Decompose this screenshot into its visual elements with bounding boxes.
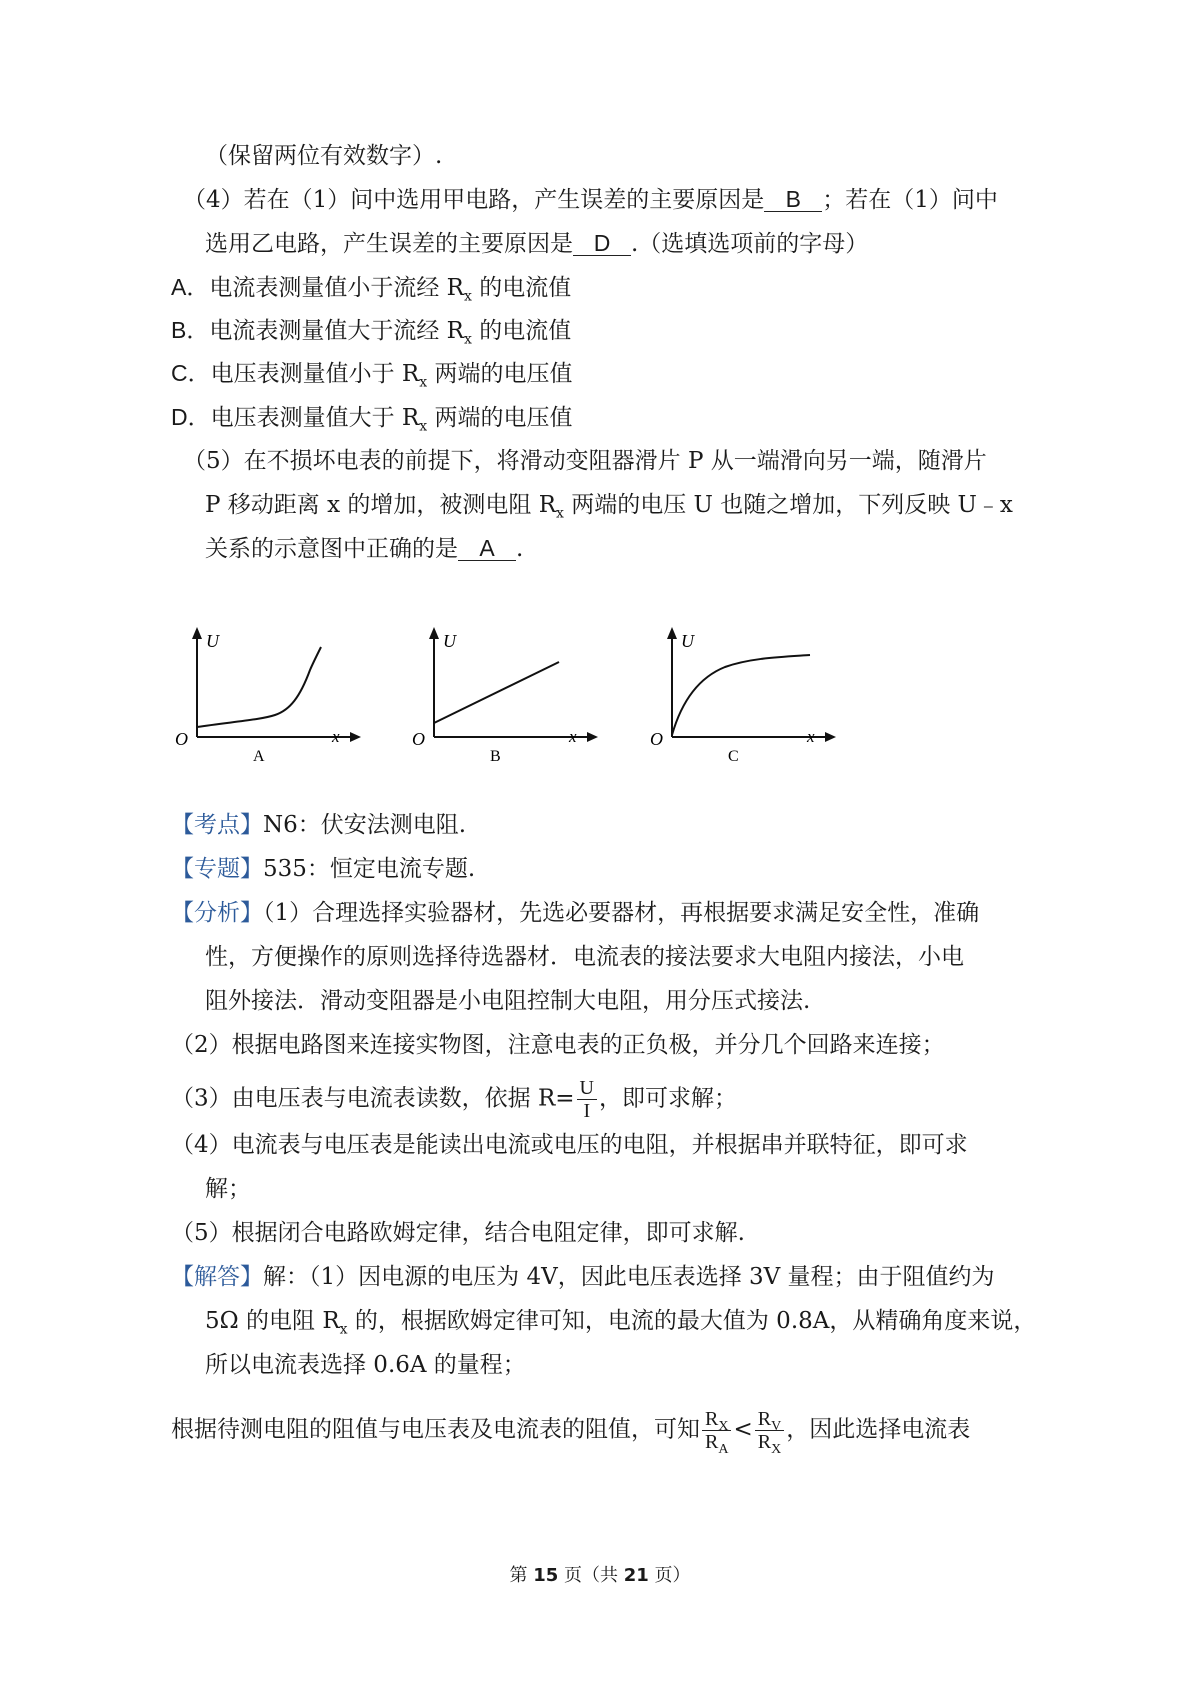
y-label: U (681, 631, 694, 651)
intro-line: （保留两位有效数字）. (205, 143, 443, 169)
q5-line-1: （5）在不损坏电表的前提下，将滑动变阻器滑片 P 从一端滑向另一端，随滑片 (183, 448, 987, 474)
q4-answer-1: B (764, 187, 822, 212)
page-number: 15 (533, 1565, 559, 1586)
zhuanti-line: 【专题】535：恒定电流专题. (171, 856, 476, 882)
graph-caption: A (253, 748, 265, 765)
curve-c (672, 655, 810, 735)
jieda-line-4: 根据待测电阻的阻值与电压表及电流表的阻值，可知 $\frac{R_X}{R_A}$ < $\frac{R_V}{R_X}$ ，因此选择电流表 (171, 1408, 971, 1457)
y-axis-arrow-icon (667, 627, 677, 639)
x-axis-arrow-icon (587, 732, 598, 742)
analysis-point-4-line-1: （4）电流表与电压表是能读出电流或电压的电阻，并根据串并联特征，即可求 (171, 1132, 968, 1158)
x-label: x (807, 727, 815, 746)
jieda-tag: 【解答】 (171, 1264, 263, 1290)
fenxi-tag: 【分析】 (171, 900, 263, 926)
q4-answer-2: D (573, 231, 631, 256)
analysis-point-4-line-2: 解； (205, 1176, 251, 1202)
q4-line-2: 选用乙电路，产生误差的主要原因是 D .（选填选项前的字母） (205, 230, 869, 257)
graph-b (412, 625, 612, 785)
curve-b (434, 662, 559, 723)
q5-line-2: P 移动距离 x 的增加，被测电阻 $R_x$ 两端的电压 U 也随之增加，下列反映 U﹣x (205, 492, 1013, 522)
jieda-line-2: 5Ω 的电阻 $R_x$ 的，根据欧姆定律可知，电流的最大值为 0.8A，从精确角度来说， (205, 1308, 1037, 1338)
zhuanti-tag: 【专题】 (171, 856, 263, 882)
x-axis-arrow-icon (825, 732, 836, 742)
fenxi-line-3: 阻外接法．滑动变阻器是小电阻控制大电阻，用分压式接法. (205, 988, 811, 1014)
fraction-rv-over-rx: $\frac{R_V}{R_X}$ (755, 1408, 784, 1453)
page-total: 21 (623, 1565, 649, 1586)
y-label: U (206, 631, 219, 651)
kaodian-line: 【考点】N6：伏安法测电阻. (171, 812, 467, 838)
jieda-line-3: 所以电流表选择 0.6A 的量程； (205, 1352, 526, 1378)
graph-c (650, 625, 850, 785)
graph-caption: C (728, 748, 739, 765)
x-label: x (332, 727, 340, 746)
analysis-point-2: （2）根据电路图来连接实物图，注意电表的正负极，并分几个回路来连接； (171, 1032, 945, 1058)
fraction-rx-over-ra: $\frac{R_X}{R_A}$ (702, 1408, 731, 1453)
origin-label: O (412, 729, 425, 749)
fenxi-line-1: 【分析】（1）合理选择实验器材，先选必要器材，再根据要求满足安全性，准确 (171, 900, 980, 926)
origin-label: O (175, 729, 188, 749)
analysis-point-3: （3）由电压表与电流表读数，依据 R= $\frac{U}{I}$ ，即可求解； (171, 1077, 737, 1122)
x-axis-arrow-icon (350, 732, 361, 742)
y-axis-arrow-icon (429, 627, 439, 639)
graph-caption: B (490, 748, 501, 765)
q5-answer: A (458, 536, 516, 561)
kaodian-tag: 【考点】 (171, 812, 263, 838)
y-label: U (443, 631, 456, 651)
origin-label: O (650, 729, 663, 749)
fenxi-line-2: 性，方便操作的原则选择待选器材．电流表的接法要求大电阻内接法，小电 (205, 944, 964, 970)
jieda-line-1: 【解答】解：（1）因电源的电压为 4V，因此电压表选择 3V 量程；由于阻值约为 (171, 1264, 995, 1290)
option-c: C．电压表测量值小于 $R_x$ 两端的电压值 (171, 360, 573, 391)
graph-a (175, 625, 375, 785)
option-d: D．电压表测量值大于 $R_x$ 两端的电压值 (171, 404, 573, 435)
less-than-sign: < (733, 1416, 753, 1443)
option-b: B．电流表测量值大于流经 $R_x$ 的电流值 (171, 317, 572, 348)
curve-a (197, 647, 321, 727)
fraction-u-over-i: $\frac{U}{I}$ (577, 1077, 597, 1122)
q4-line-1: （4）若在（1）问中选用甲电路，产生误差的主要原因是 B ；若在（1）问中 (183, 186, 998, 213)
option-a: A．电流表测量值小于流经 $R_x$ 的电流值 (171, 274, 572, 305)
q5-line-3: 关系的示意图中正确的是 A . (205, 535, 524, 562)
analysis-point-5: （5）根据闭合电路欧姆定律，结合电阻定律，即可求解. (171, 1220, 745, 1246)
page-footer: 第 15 页（共 21 页） (509, 1565, 691, 1586)
y-axis-arrow-icon (192, 627, 202, 639)
x-label: x (569, 727, 577, 746)
